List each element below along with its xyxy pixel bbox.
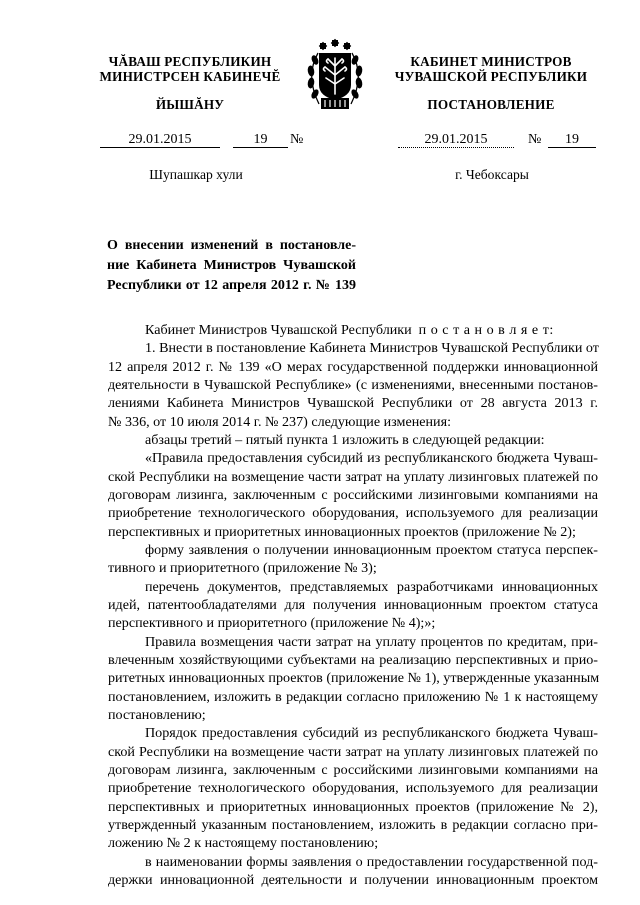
place-left: Шупашкар хули (149, 167, 243, 182)
body-line: приобретение технологического оборудования, используемого для реализации (108, 505, 598, 522)
body-line: перспективного и приоритетного (приложение № 4);»; (108, 615, 436, 632)
emblem-stars (319, 39, 351, 50)
body-line: 1. Внести в постановление Кабинета Министров Чувашской Республики от (145, 340, 599, 357)
header-left-line1: ЧĂВАШ РЕСПУБЛИКИН (108, 54, 272, 69)
body-line: влеченным хозяйствующими субъектами на реализацию перспективных и прио- (108, 651, 598, 668)
body-line: 12 апреля 2012 г. № 139 «О мерах государственной поддержки инновационной (108, 358, 598, 375)
body-line: форму заявления о получении инновационным проектом статуса перспек- (145, 541, 598, 558)
number-left: 19 (233, 132, 288, 148)
doc-type-right: ПОСТАНОВЛЕНИЕ (427, 97, 555, 112)
emblem-star (331, 39, 339, 47)
body-line: держки инновационной деятельности и получении инновационным проектом (108, 871, 598, 888)
body-line: деятельности в Чувашской Республике» (с изменениями, внесенными постанов- (108, 376, 598, 393)
body-line: в наименовании формы заявления о предоставлении государственной под- (145, 853, 598, 870)
paragraph (108, 578, 598, 633)
body-line: тивного и приоритетного (приложение № 3); (108, 560, 377, 577)
header-right-line2: ЧУВАШСКОЙ РЕСПУБЛИКИ (394, 69, 588, 84)
header-right-line1: КАБИНЕТ МИНИСТРОВ (410, 54, 572, 69)
paragraph (108, 853, 598, 890)
body-line: ложению № 2 к настоящему постановлению; (108, 835, 379, 852)
header-right (381, 54, 601, 84)
emblem-star (343, 42, 351, 50)
date-right: 29.01.2015 (398, 132, 514, 148)
emblem-star (319, 42, 327, 50)
body-line: перечень документов, представляемых разработчиками инновационных (145, 578, 598, 595)
body-line: абзацы третий – пятый пункта 1 изложить в следующей редакции: (145, 431, 545, 448)
body-line: ритетных инновационных проектов (приложение № 1), утвержденные указанным (108, 670, 600, 687)
paragraph (108, 633, 598, 725)
title-line: Республики от 12 апреля 2012 г. № 139 (107, 278, 356, 293)
body-line: идей, патентообладателями для получения инновационным проектом статуса (108, 596, 598, 613)
enactment-text: Кабинет Министров Чувашской Республики (145, 322, 412, 338)
paragraph (108, 431, 598, 449)
body-line: Правила возмещения части затрат на уплату процентов по кредитам, при- (145, 633, 598, 650)
title-line: О внесении изменений в постановле- (107, 238, 356, 253)
body-line: постановлению; (108, 706, 206, 723)
registration-row (0, 132, 640, 147)
body-line: перспективных и приоритетных инновационных проектов (приложение № 2), (108, 798, 598, 815)
body-line: постановлением, изложить в редакции согласно приложению № 1 к настоящему (108, 688, 598, 705)
body-line: «Правила предоставления субсидий из республиканского бюджета Чуваш- (145, 450, 598, 467)
paragraph (108, 541, 598, 578)
emblem-hop-wreath-left (307, 53, 320, 104)
enactment-clause (108, 321, 598, 339)
body-line: утвержденный указанным постановлением, изложить в редакции согласно при- (108, 816, 598, 833)
number-sign-right: № (528, 132, 542, 147)
coat-of-arms-icon (302, 38, 368, 114)
document-title (107, 236, 356, 296)
number-right: 19 (548, 132, 596, 148)
document-body (108, 321, 598, 889)
emblem-pedestal (321, 98, 349, 109)
body-line: ской Республики на возмещение части затрат на уплату лизинговых платежей по (108, 468, 598, 485)
body-line: № 336, от 10 июля 2014 г. № 237) следующие изменения: (108, 413, 451, 430)
paragraph (108, 724, 598, 852)
body-line: Порядок предоставления субсидий из республиканского бюджета Чуваш- (145, 725, 598, 742)
date-left: 29.01.2015 (100, 132, 220, 148)
place-right: г. Чебоксары (455, 167, 529, 182)
header-left (80, 54, 300, 84)
body-line: договорам лизинга, заключенным с российскими лизинговыми компаниями на (108, 486, 598, 503)
title-line: ние Кабинета Министров Чувашской (107, 258, 356, 273)
body-line: лениями Кабинета Министров Чувашской Республики от 28 августа 2013 г. (108, 395, 598, 412)
body-line: ской Республики на возмещение части затрат на уплату лизинговых платежей по (108, 743, 598, 760)
paragraph (108, 339, 598, 431)
number-sign-left: № (290, 132, 304, 147)
enactment-verb: п о с т а н о в л я е т: (418, 322, 554, 338)
body-line: договорам лизинга, заключенным с российскими лизинговыми компаниями на (108, 761, 598, 778)
header-left-line2: МИНИСТРСЕН КАБИНЕЧĔ (99, 69, 281, 84)
body-line: перспективных и приоритетных инновационных проектов (приложение № 2); (108, 523, 576, 540)
doc-type-left: ЙЫШĂНУ (155, 97, 225, 112)
emblem-hop-wreath-right (350, 53, 363, 104)
paragraph (108, 449, 598, 541)
body-line: приобретение технологического оборудования, используемого для реализации (108, 780, 598, 797)
